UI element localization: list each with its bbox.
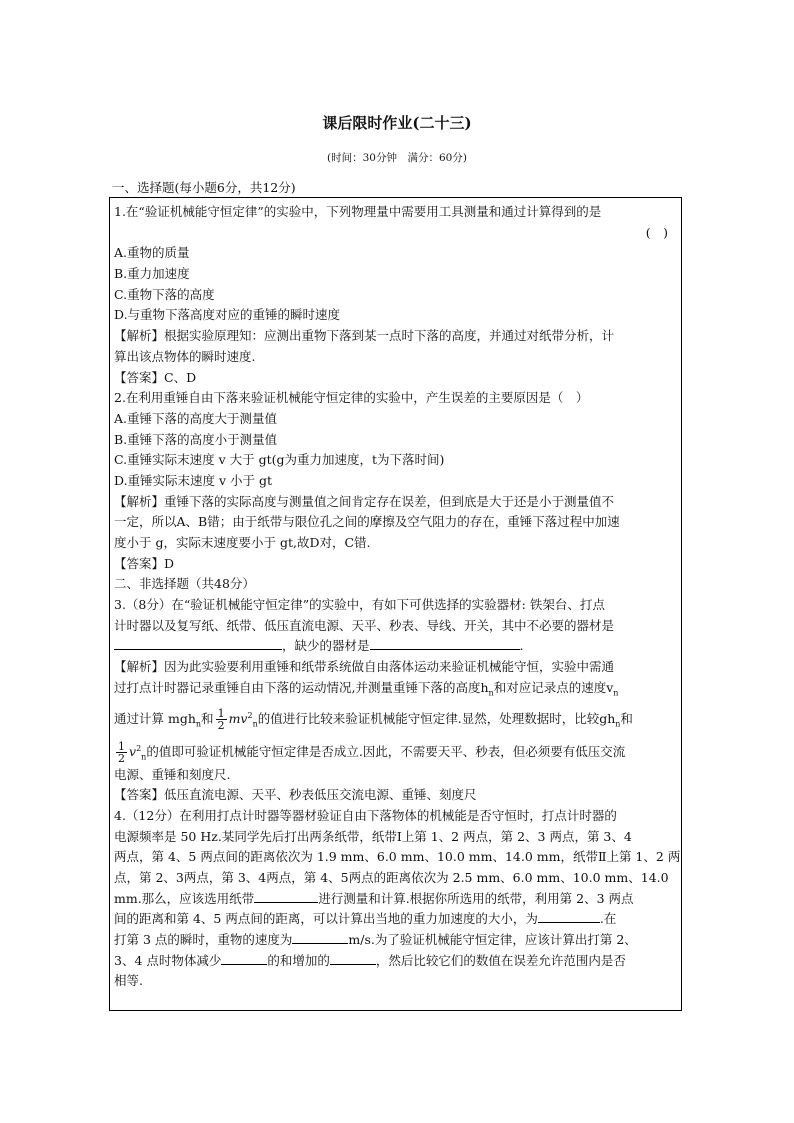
q2-analysis-line3: 度小于 g，实际末速度要小于 gt,故D对，C错. [114,535,371,550]
q2-option-a: A.重锤下落的高度大于测量值 [114,410,278,426]
question-content [114,202,681,992]
fraction-half: $\frac{1}{2}$ [118,739,125,765]
q4-line9: 相等. [114,973,143,989]
q1-stem: 1.在“验证机械能守恒定律”的实验中，下列物理量中需要用工具测量和通过计算得到的是 [114,204,602,219]
q4-blank-decrease[interactable] [221,952,267,965]
q3-analysis-line2: 过打点计时器记录重锤自由下落的运动情况,并测量重锤下落的高度$h_n$和对应记录点的速度$v_n$ [114,679,619,698]
q4-line7: 打第 3 点的瞬时，重物的速度为 m/s.为了验证机械能守恒定律，应该计算出打第 2、 [114,932,637,947]
q2-option-b: B.重锤下落的高度小于测量值 [114,431,278,447]
q3-blank-missing[interactable] [370,637,520,650]
q4-line3: 两点，第 4、5 两点间的距离依次为 1.9 mm、6.0 mm、10.0 mm、14.0 mm，纸带Ⅱ上第 1、2 两 [114,849,681,865]
q2-option-d: D.重锤实际末速度 v 小于 gt [114,472,273,488]
q2-option-c: C.重锤实际末速度 v 大于 gt(g为重力加速度，t为下落时间) [114,452,445,468]
q4-blank-tape[interactable] [254,890,318,903]
q2-stem: 2.在利用重锤自由下落来验证机械能守恒定律的实验中，产生误差的主要原因是（ ） [114,390,589,406]
q1-option-c: C.重物下落的高度 [114,286,215,302]
q3-line2: 计时器以及复写纸、纸带、低压直流电源、天平、秒表、导线、开关，其中不必要的器材是 [114,617,615,633]
q4-line5: mm.那么，应该选用纸带 进行测量和计算.根据你所选用的纸带，利用第 2、3 两点 [114,890,634,906]
q3-answer: 【答案】低压直流电源、天平、秒表低压交流电源、重锤、刻度尺 [114,787,477,803]
q4-line6: 间的距离和第 4、5 两点间的距离，可以计算出当地的重力加速度的大小，为 .在 [114,911,617,927]
question-box [109,197,682,1011]
q1-analysis-line2: 算出该点物体的瞬时速度. [114,348,256,364]
q3-line1: 3.（8分）在“验证机械能守恒定律”的实验中，有如下可供选择的实验器材: 铁架台、打点 [114,597,605,613]
q2-answer: 【答案】D [114,555,175,571]
q3-analysis-line3: 通过计算 mgh$_n$和 $\frac{1}{2}$ $mv^2_n$的值进行比较来验证机械能守恒定律.显然，处理数据时，比较$gh_n$和 [114,706,633,732]
q1-answer: 【答案】C、D [114,369,197,385]
q4-blank-velocity[interactable] [292,931,348,944]
q1-option-b: B.重力加速度 [114,266,190,282]
q4-line8: 3、4 点时物体减少 的和增加的 ，然后比较它们的数值在误差允许范围内是否 [114,952,626,968]
q4-line4: 点，第 2、3两点，第 3、4两点，第 4、5两点的距离依次为 2.5 mm、6.0 mm、10.0 mm、14.0 [114,869,669,885]
q1-analysis-line1: 【解析】根据实验原理知：应测出重物下落到某一点时下落的高度，并通过对纸带分析，计 [114,328,615,344]
section-heading-choice: 一、选择题(每小题6分，共12分) [112,180,296,195]
q3-analysis-line1: 【解析】因为此实验要利用重锤和纸带系统做自由落体运动来验证机械能守恒，实验中需通 [114,659,615,675]
q1-option-a: A.重物的质量 [114,245,190,261]
q4-line2: 电源频率是 50 Hz.某同学先后打出两条纸带，纸带Ⅰ上第 1、2 两点，第 2、3 两点，第 3、4 [114,828,632,844]
section-heading-nonchoice: 二、非选择题（共48分） [114,576,255,592]
q1-option-d: D.与重物下落高度对应的重锤的瞬时速度 [114,307,341,323]
q1-answer-paren: ( ) [645,224,668,240]
q2-analysis-line2: 一定，所以A、B错；由于纸带与限位孔之间的摩擦及空气阻力的存在，重锤下落过程中加速 [114,514,620,530]
q3-blank-unneeded[interactable] [114,637,282,650]
page-title: 课后限时作业(二十三) [322,114,472,132]
q3-analysis-line4: $\frac{1}{2}$ $v^2_n$的值即可验证机械能守恒定律是否成立.因此，不需要天平、秒表，但必须要有低压交流 [118,739,626,765]
page-subtitle: (时间：30分钟 满分：60分) [327,152,467,164]
q3-analysis-line5: 电源、重锤和刻度尺. [114,766,231,782]
q4-blank-increase[interactable] [330,952,376,965]
q4-line1: 4.（12分）在利用打点计时器等器材验证自由下落物体的机械能是否守恒时，打点计时器的 [114,807,617,823]
q4-blank-gravity[interactable] [538,910,600,923]
q2-analysis-line1: 【解析】重锤下落的实际高度与测量值之间肯定存在误差，但到底是大于还是小于测量值不 [114,493,615,509]
q3-line3: ，缺少的器材是 . [114,636,678,657]
fraction-half: $\frac{1}{2}$ [217,706,225,732]
